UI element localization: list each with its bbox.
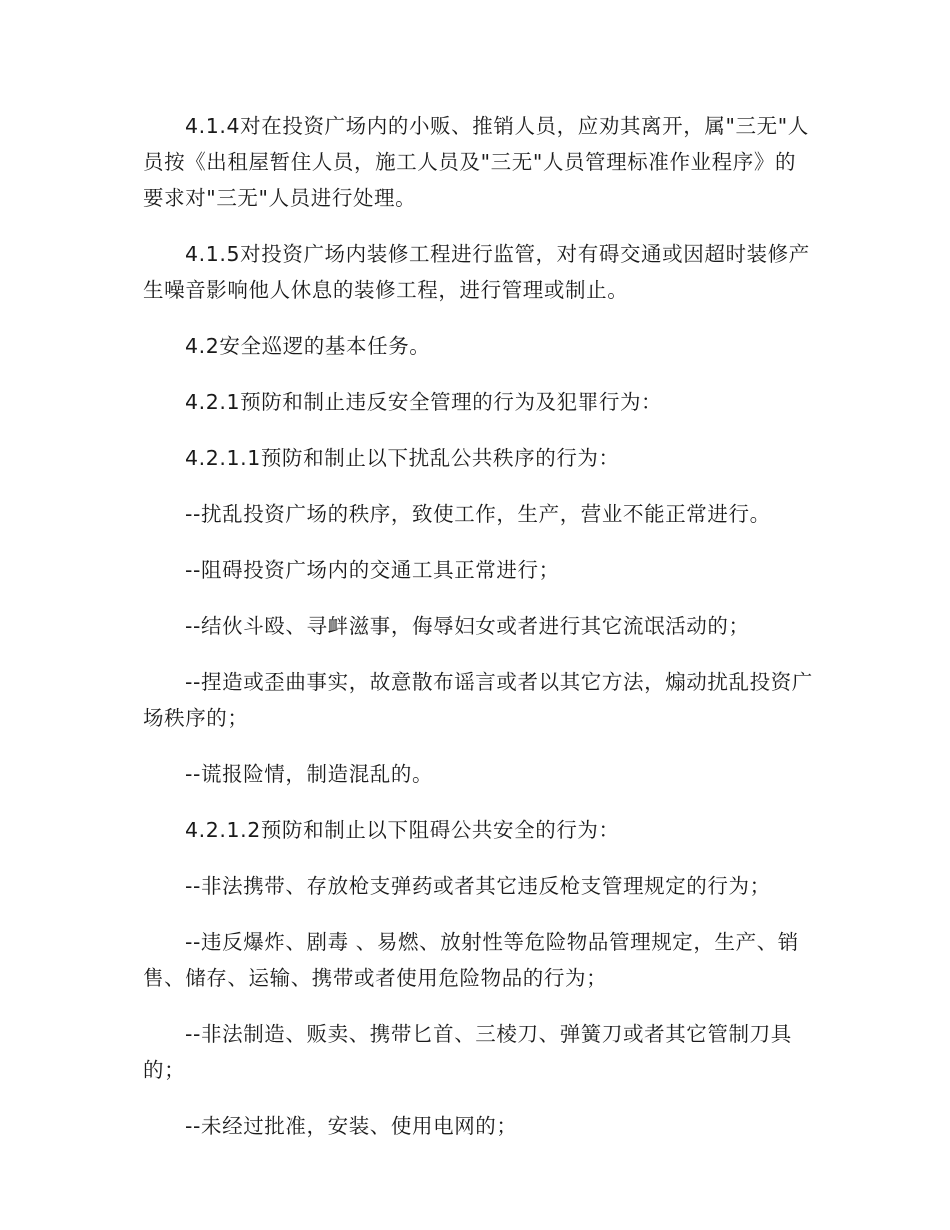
list-item: --阻碍投资广场内的交通工具正常进行； [185, 558, 560, 582]
list-item: --结伙斗殴、寻衅滋事，侮辱妇女或者进行其它流氓活动的； [185, 614, 750, 638]
list-item: --未经过批准，安装、使用电网的； [185, 1114, 518, 1138]
paragraph-4-2-1-2: 4.2.1.2预防和制止以下阻碍公共安全的行为： [185, 818, 620, 842]
paragraph-4-1-5: 4.1.5对投资广场内装修工程进行监管，对有碍交通或因超时装修产生噪音影响他人休息的装修工程，进行管理或制止。 [143, 242, 810, 302]
paragraph-4-2-1-1: 4.2.1.1预防和制止以下扰乱公共秩序的行为： [185, 446, 620, 470]
paragraph-4-2: 4.2安全巡逻的基本任务。 [185, 334, 431, 358]
paragraph-4-1-4: 4.1.4对在投资广场内的小贩、推销人员，应劝其离开，属"三无"人员按《出租屋暂住人员，施工人员及"三无"人员管理标准作业程序》的要求对"三无"人员进行处理。 [143, 114, 809, 210]
list-item: --违反爆炸、剧毒 、易燃、放射性等危险物品管理规定，生产、销售、储存、运输、携带或者使用危险物品的行为； [143, 930, 799, 990]
list-item: --捏造或歪曲事实，故意散布谣言或者以其它方法，煽动扰乱投资广场秩序的； [143, 670, 813, 730]
list-item: --非法携带、存放枪支弹药或者其它违反枪支管理规定的行为； [185, 874, 771, 898]
document-body [143, 108, 815, 1164]
paragraph-4-2-1: 4.2.1预防和制止违反安全管理的行为及犯罪行为： [185, 390, 663, 414]
list-item: --非法制造、贩卖、携带匕首、三棱刀、弹簧刀或者其它管制刀具的； [143, 1022, 792, 1082]
list-item: --扰乱投资广场的秩序，致使工作，生产，营业不能正常进行。 [185, 502, 771, 526]
list-item: --谎报险情，制造混乱的。 [185, 762, 434, 786]
